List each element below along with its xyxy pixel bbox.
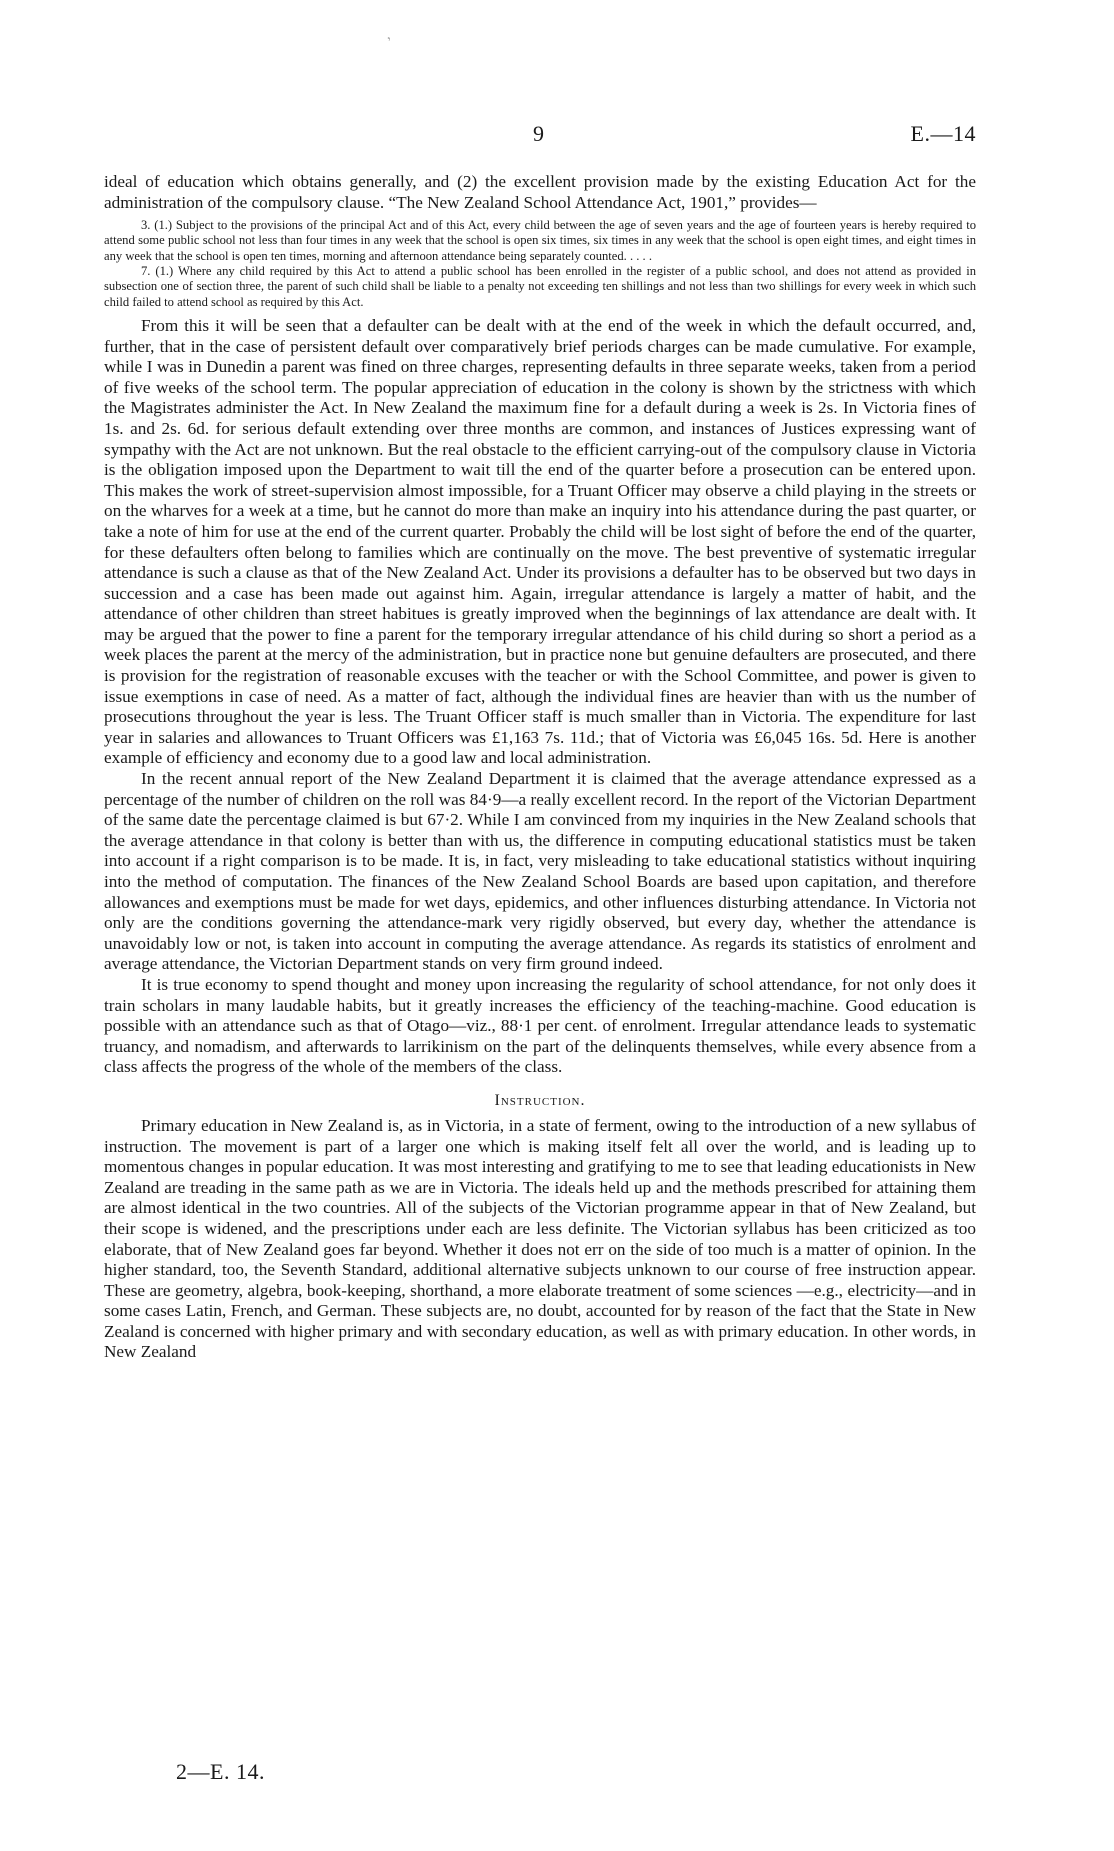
signature-reference: 2—E. 14. [176,1759,265,1784]
stray-mark: ‚ [381,27,393,44]
paragraph-intro: ideal of education which obtains generally, and (2) the excellent provision made by the existing Education Act for the administration of the compulsory clause. “The New Zealand School Attendance Act, 1901,” provides— [104,172,976,212]
paragraph-attendance-statistics: In the recent annual report of the New Zealand Department it is claimed that the average attendance expressed as a percentage of the number of children on the roll was 84·9—a really excellent record. In the report of the Victorian Department of the same date the percentage claimed is but 67·2. While I am convinced from my inquiries in the New Zealand schools that the average attendance in that colony is better than with us, the difference in computing educational statistics must be taken into account if a right comparison is to be made. It is, in fact, very misleading to take educational statistics without inquiring into the method of computation. The finances of the New Zealand School Boards are based upon capitation, and therefore allowances and exemptions must be made for wet days, epidemics, and other influences disturbing attendance. In Victoria not only are the conditions governing the attendance-mark very rigidly observed, but every day, whether the attendance is unavoidably low or not, is taken into account in computing the average attendance. As regards its statistics of enrolment and average attendance, the Victorian Department stands on very firm ground indeed. [104,769,976,974]
paragraph-economy: It is true economy to spend thought and money upon increasing the regularity of school attendance, for not only does it train scholars in many laudable habits, but it greatly increases the efficiency of the teaching-machine. Good education is possible with an attendance such as that of Otago—viz., 88·1 per cent. of enrolment. Irregular attendance leads to systematic truancy, and nomadism, and afterwards to larrikinism on the part of the delinquents themselves, while every absence from a class affects the progress of the whole of the members of the class. [104,974,976,1077]
quote-section-3: 3. (1.) Subject to the provisions of the principal Act and of this Act, every child between the age of seven years and the age of fourteen years is hereby required to attend some public school not less than four times in any week that the school is open six times, six times in any week that the school is open eight times, and eight times in any week that the school is open ten times, morning and afternoon attendance being separately counted. . . . . [104,218,976,263]
document-reference: E.—14 [910,121,976,146]
act-quotation [104,218,976,310]
section-heading-instruction: Instruction. [494,1091,586,1109]
page-body [104,172,976,1363]
paragraph-defaulters: From this it will be seen that a defaulter can be dealt with at the end of the week in which the default occurred, and, further, that in the case of persistent default over comparatively brief periods charges can be made cumulative. For example, while I was in Dunedin a parent was fined on three charges, representing defaults in three separate weeks, taken from a period of five weeks of the school term. The popular appreciation of education in the colony is shown by the strictness with which the Magistrates administer the Act. In New Zealand the maximum fine for a default during a week is 2s. In Victoria fines of 1s. and 2s. 6d. for serious default extending over three months are common, and instances of Justices expressing want of sympathy with the Act are not unknown. But the real obstacle to the efficient carrying-out of the compulsory clause in Victoria is the obligation imposed upon the Department to wait till the end of the quarter before a prosecution can be entered upon. This makes the work of street-supervision almost impossible, for a Truant Officer may observe a child playing in the streets or on the wharves for a week at a time, but he cannot do more than make an inquiry into his attendance during the past quarter, or take a note of him for use at the end of the current quarter. Probably the child will be lost sight of before the end of the quarter, for these defaulters often belong to families which are continually on the move. The best preventive of systematic irregular attendance is such a clause as that of the New Zealand Act. Under its provisions a defaulter has to be observed but two days in succession and a case has been made out against him. Again, irregular attendance is largely a matter of habit, and the attendance of other children than street habitues is greatly improved when the beginnings of lax attendance are dealt with. It may be argued that the power to fine a parent for the temporary irregular attendance of his child during so short a period as a week places the parent at the mercy of the administration, but in practice none but genuine defaulters are prosecuted, and there is provision for the registration of reasonable excuses with the teacher or with the School Committee, and power is given to issue exemptions in case of need. As a matter of fact, although the individual fines are heavier than with us the number of prosecutions throughout the year is less. The Truant Officer staff is much smaller than in Victoria. The expenditure for last year in salaries and allowances to Truant Officers was £1,163 7s. 11d.; that of Victoria was £6,045 16s. 5d. Here is another example of efficiency and economy due to a good law and local administration. [104,315,976,768]
quote-section-7: 7. (1.) Where any child required by this Act to attend a public school has been enrolled in the register of a public school, and does not attend as provided in subsection one of section three, the parent of such child shall be liable to a penalty not exceeding ten shillings and not less than two shillings for every week in which such child failed to attend school as required by this Act. [104,264,976,309]
page-number: 9 [533,121,544,146]
paragraph-primary-education: Primary education in New Zealand is, as in Victoria, in a state of ferment, owing to the introduction of a new syllabus of instruction. The movement is part of a larger one which is making itself felt all over the world, and is leading up to momentous changes in popular education. It was most interesting and gratifying to me to see that leading educationists in New Zealand are treading in the same path as we are in Victoria. The ideals held up and the methods prescribed for attaining them are almost identical in the two countries. All of the subjects of the Victorian programme appear in that of New Zealand, but their scope is widened, and the prescriptions under each are less definite. The Victorian syllabus has been criticized as too elaborate, that of New Zealand goes far beyond. Whether it does not err on the side of too much is a matter of opinion. In the higher standard, too, the Seventh Standard, additional alternative subjects unknown to our course of free instruction appear. These are geometry, algebra, book-keeping, shorthand, a more elaborate treatment of some sciences —e.g., electricity—and in some cases Latin, French, and German. These subjects are, no doubt, accounted for by reason of the fact that the State in New Zealand is concerned with higher primary and with secondary education, as well as with primary education. In other words, in New Zealand [104,1115,976,1362]
